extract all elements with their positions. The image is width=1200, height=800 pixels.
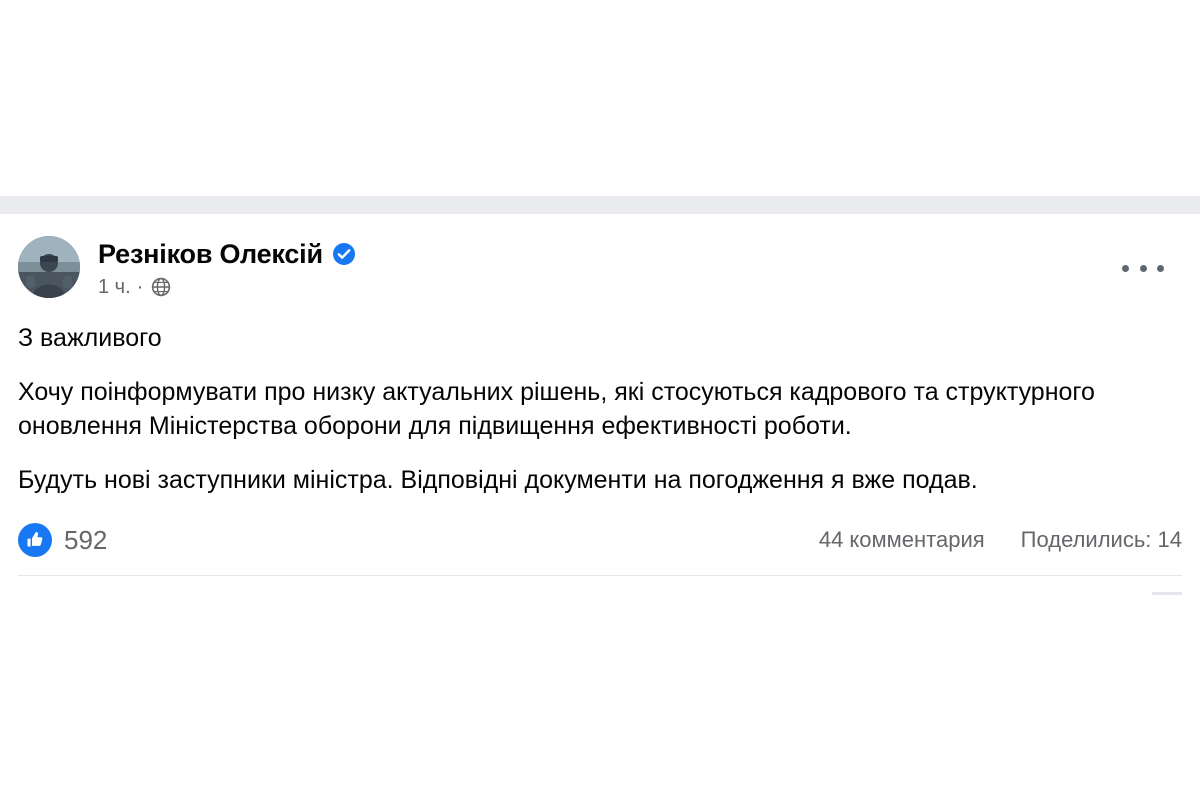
verified-badge-icon — [332, 242, 356, 266]
engagement-bar — [18, 523, 1182, 576]
post-card — [0, 214, 1200, 576]
post-timestamp[interactable]: 1 ч. — [98, 276, 131, 298]
post-meta — [98, 275, 356, 299]
avatar[interactable] — [18, 236, 80, 298]
comments-count[interactable]: 44 комментария — [818, 527, 985, 552]
post-paragraph: З важливого — [18, 324, 162, 352]
ellipsis-dot — [1140, 265, 1147, 272]
author-name[interactable]: Резніков Олексій — [98, 239, 323, 269]
post-text — [18, 321, 1182, 497]
comments-shares — [819, 527, 1182, 553]
meta-separator: · — [136, 276, 144, 298]
ellipsis-icon[interactable] — [1122, 256, 1164, 280]
post-header — [18, 236, 1182, 299]
shares-count[interactable]: Поделились: 14 — [1020, 527, 1182, 552]
ellipsis-dot — [1122, 265, 1129, 272]
author-line — [98, 238, 356, 270]
post-paragraph: Будуть нові заступники міністра. Відповідні документи на погодження я вже подав. — [18, 466, 978, 494]
ellipsis-dot — [1157, 265, 1164, 272]
author-block — [98, 236, 356, 299]
bottom-partial-divider — [1152, 592, 1182, 595]
top-gray-band — [0, 196, 1200, 214]
thumbs-up-icon — [18, 523, 52, 557]
reactions-count: 592 — [64, 524, 108, 555]
post-paragraph: Хочу поінформувати про низку актуальних рішень, які стосуються кадрового та структурного оновлення Міністерства оборони для підвищення ефективності роботи. — [18, 378, 1095, 440]
reactions-summary[interactable] — [18, 523, 107, 557]
globe-icon[interactable] — [151, 277, 171, 297]
